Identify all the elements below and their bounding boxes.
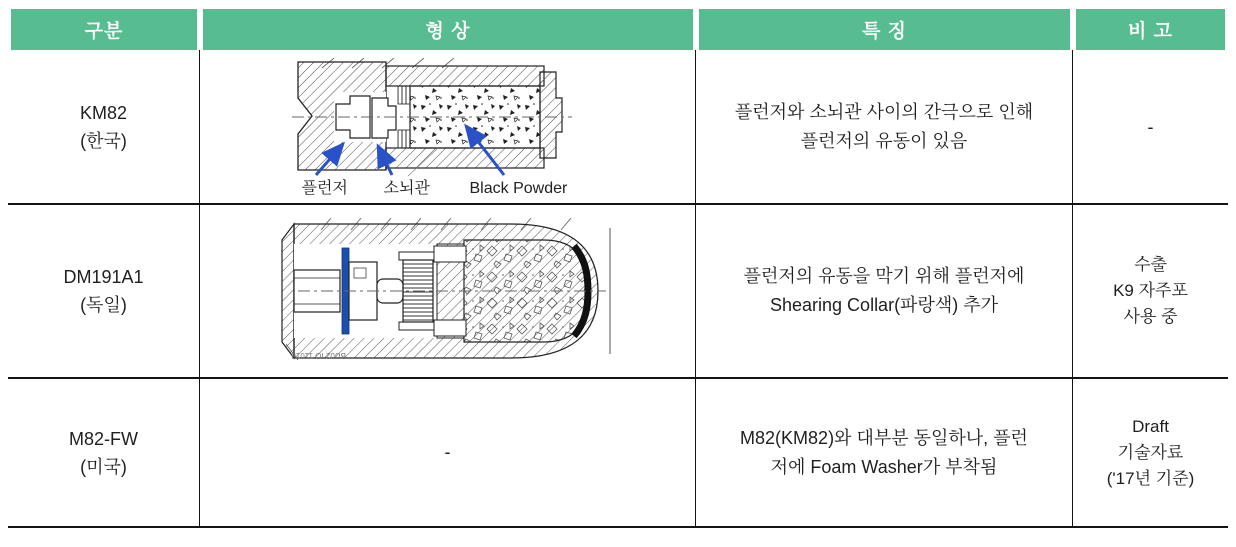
cell-model-km82	[8, 50, 200, 203]
cell-note-dm191a1	[1073, 205, 1228, 377]
dm191a1-cross-section-diagram	[276, 218, 620, 364]
feature-line: 플런저와 소뇌관 사이의 간극으로 인해	[734, 101, 1034, 122]
feature-line: 플런저의 유동이 있음	[800, 130, 968, 151]
label-black-powder: Black Powder	[469, 179, 568, 197]
cell-feature-dm191a1	[696, 205, 1073, 377]
cell-shape-dm191a1	[200, 205, 696, 377]
note-line: -	[1147, 116, 1154, 137]
feature-line: 저에 Foam Washer가 부착됨	[770, 456, 998, 477]
table-header-row	[8, 9, 1228, 50]
note-line: ('17년 기준)	[1106, 468, 1195, 488]
model-name: DM191A1	[63, 267, 144, 287]
dm191a1-diagram-drawing	[276, 218, 620, 364]
model-name: KM82	[79, 102, 128, 123]
label-plunger: 플런저	[301, 179, 348, 197]
note-line: 사용 중	[1123, 307, 1178, 326]
shape-placeholder: -	[444, 442, 451, 462]
cell-model-m82fw	[8, 379, 200, 526]
km82-cross-section-diagram	[288, 58, 608, 198]
cell-feature-m82fw	[696, 379, 1073, 526]
note-line: 기술자료	[1117, 442, 1184, 462]
feature-line: 플런저의 유동을 막기 위해 플런저에	[743, 266, 1025, 286]
table-row-km82	[8, 50, 1228, 203]
header-category: 구분	[11, 9, 197, 50]
model-country: (독일)	[80, 295, 127, 315]
table-row-m82fw	[8, 377, 1228, 526]
cell-shape-m82fw	[200, 379, 696, 526]
model-country: (미국)	[80, 456, 127, 477]
cell-model-dm191a1	[8, 205, 200, 377]
cell-note-km82	[1073, 50, 1228, 203]
feature-line: Shearing Collar(파랑색) 추가	[770, 295, 998, 315]
primer-comparison-table	[8, 9, 1228, 528]
feature-line: M82(KM82)와 대부분 동일하나, 플런	[740, 427, 1028, 448]
km82-diagram-drawing	[288, 58, 608, 178]
table-body	[8, 50, 1228, 528]
header-shape: 형 상	[203, 9, 693, 50]
note-line: 수출	[1134, 255, 1167, 274]
header-feature: 특 징	[699, 9, 1070, 50]
table-row-dm191a1	[8, 203, 1228, 377]
note-line: K9 자주포	[1113, 281, 1188, 300]
cell-feature-km82	[696, 50, 1073, 203]
scan-stamp-text: BU02 IO 11018	[290, 351, 346, 360]
model-country: (한국)	[80, 130, 127, 151]
header-note: 비 고	[1076, 9, 1225, 50]
cell-shape-km82	[200, 50, 696, 203]
label-primer: 소뇌관	[383, 179, 430, 197]
cell-note-m82fw	[1073, 379, 1228, 526]
model-name: M82-FW	[69, 428, 138, 449]
note-line: Draft	[1132, 416, 1169, 436]
